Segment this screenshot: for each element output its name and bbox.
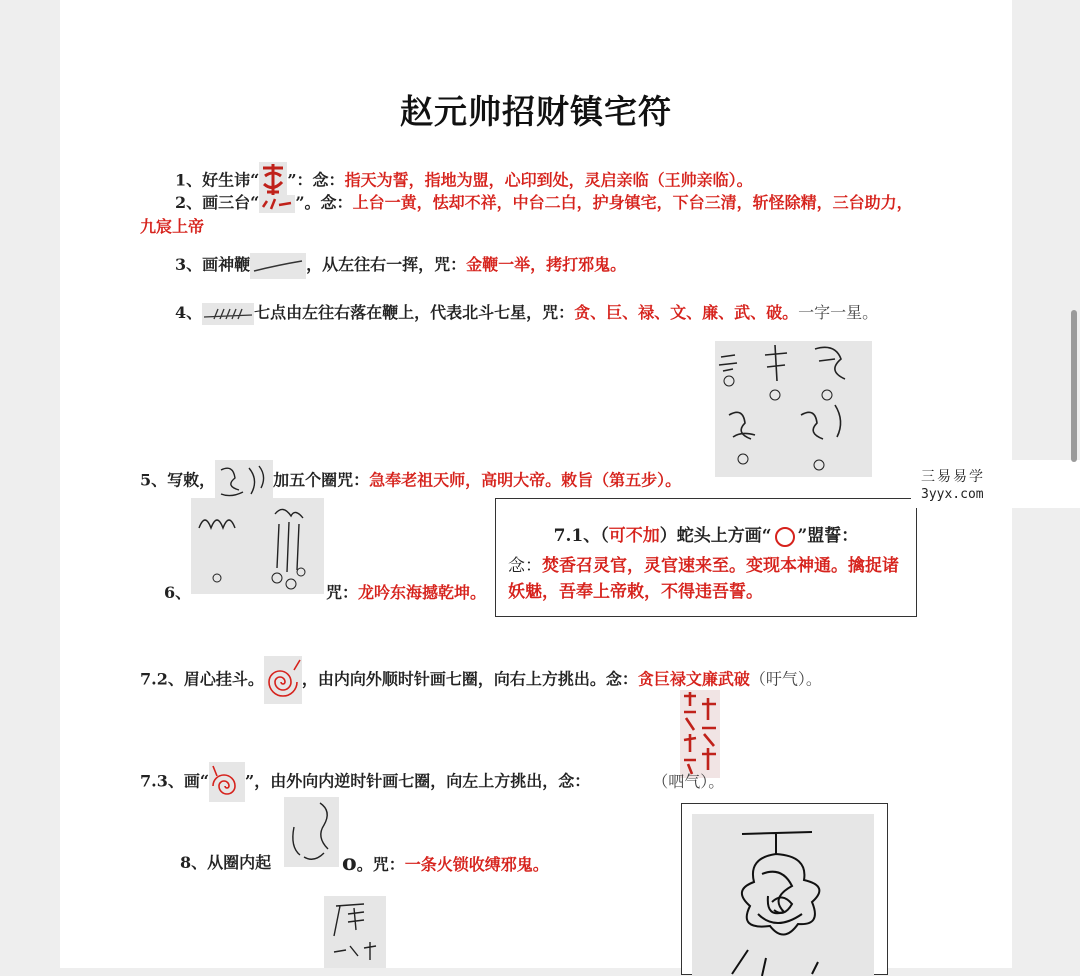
ring-glyph-icon bbox=[772, 525, 798, 549]
bottom-sketch-icon bbox=[324, 896, 386, 968]
step-3-mid: ，从左往右一挥，咒： bbox=[306, 255, 467, 274]
step-4 bbox=[175, 300, 878, 325]
vertical-scrollbar[interactable] bbox=[1071, 310, 1077, 462]
spiral-seven-circles-icon bbox=[264, 656, 302, 704]
counter-spiral-icon bbox=[209, 762, 245, 802]
three-platform-glyph-icon bbox=[259, 195, 295, 213]
step-2-label: 2、画三台“ bbox=[175, 193, 260, 212]
seven-dots-stroke-icon bbox=[202, 303, 254, 325]
step-7-3-label: 7.3、画“ bbox=[140, 771, 210, 791]
step-7-2-incantation: 贪巨禄文廉武破 bbox=[637, 669, 750, 689]
page-title: 赵元帅招财镇宅符 bbox=[400, 92, 672, 131]
step-4-tail: 一字一星。 bbox=[798, 303, 879, 322]
step-3-label: 3、画神鞭 bbox=[175, 255, 251, 274]
step-7-1-incantation: 焚香召灵官，灵官速来至。变现本神通。擒捉诸妖魅，吾奉上帝敕，不得违吾誓。 bbox=[508, 556, 899, 602]
step-3-incantation: 金鞭一举，拷打邪鬼。 bbox=[466, 255, 627, 274]
step-6-mid: 咒： bbox=[326, 583, 359, 602]
step-1-incantation: 指天为誓，指地为盟，心印到处，灵启亲临（王帅亲临）。 bbox=[344, 170, 753, 190]
step-6-text bbox=[326, 580, 486, 603]
talisman-drawing-icon bbox=[692, 814, 874, 976]
step-1-label: 1、好生讳“ bbox=[175, 170, 260, 190]
step-8-text bbox=[342, 850, 549, 876]
step-7-2-mid: ，由内向外顺时针画七圈，向右上方挑出。念： bbox=[301, 669, 638, 689]
step-7-3-tail: （呬气）。 bbox=[652, 771, 725, 791]
document-page bbox=[60, 0, 1012, 968]
step-8 bbox=[180, 850, 271, 873]
step-3 bbox=[175, 252, 626, 279]
step-7-3 bbox=[140, 762, 724, 802]
step-2-incantation-continued: 九宸上帝 bbox=[140, 217, 205, 236]
step-8-circle: o bbox=[342, 850, 357, 876]
step-5-label: 5、写敕， bbox=[140, 470, 216, 490]
step-6 bbox=[164, 580, 191, 603]
step-6-incantation: 龙吟东海撼乾坤。 bbox=[358, 583, 487, 602]
step-4-incantation: 贪、巨、禄、文、廉、武、破。 bbox=[574, 303, 799, 322]
step-5 bbox=[140, 460, 681, 502]
step-7-2-label: 7.2、眉心挂斗。 bbox=[140, 669, 264, 689]
step-7-1-close: ”盟誓： bbox=[797, 526, 859, 546]
watermark-url: 3yyx.com bbox=[921, 487, 984, 502]
step-7-1-body bbox=[508, 553, 908, 605]
step-7-1-nian: 念： bbox=[508, 556, 542, 576]
step-5-incantation: 急奉老祖天师，高明大帝。敕旨（第五步）。 bbox=[369, 470, 682, 490]
step-7-1-label: 7.1、（ bbox=[553, 526, 609, 546]
step-2-incantation: 上台一黄，怯却不祥，中台二白，护身镇宅，下台三清，斩怪除精，三台助力， bbox=[352, 193, 913, 212]
step-5-mid: 加五个圈咒： bbox=[273, 470, 370, 490]
step-7-1-box bbox=[495, 498, 917, 617]
step-2 bbox=[175, 190, 913, 213]
step-7-1-mid: ）蛇头上方画“ bbox=[659, 526, 772, 546]
step-8-label: 8、从圈内起 bbox=[180, 853, 272, 872]
step-7-2-tail: （吁气）。 bbox=[749, 669, 822, 689]
step-8-mid: 。咒： bbox=[356, 855, 405, 874]
whip-stroke-icon bbox=[250, 253, 306, 279]
step-6-label: 6、 bbox=[164, 583, 192, 602]
seal-spacer bbox=[590, 777, 604, 787]
watermark-site-name: 三易易学 bbox=[921, 469, 985, 485]
reference-sketch-five-steps-icon bbox=[715, 341, 872, 477]
fire-lock-stroke-icon bbox=[284, 797, 339, 867]
step-8-incantation: 一条火锁收缚邪鬼。 bbox=[404, 855, 549, 874]
step-4-mid: 七点由左往右落在鞭上，代表北斗七星，咒： bbox=[254, 303, 575, 322]
step-4-label: 4、 bbox=[175, 303, 203, 322]
step-2-close: ”。念： bbox=[295, 193, 353, 212]
step-7-1-title bbox=[496, 521, 916, 549]
step-7-1-optional: 可不加 bbox=[608, 526, 660, 546]
site-watermark bbox=[911, 460, 1080, 508]
snake-coil-sketch-icon bbox=[191, 498, 324, 594]
talisman-frame bbox=[681, 803, 888, 975]
step-7-3-close: ”，由外向内逆时针画七圈，向左上方挑出，念： bbox=[245, 771, 591, 791]
decree-glyph-icon bbox=[215, 460, 273, 502]
step-2-continued bbox=[140, 214, 204, 237]
step-1-close: ”：念： bbox=[287, 170, 345, 190]
